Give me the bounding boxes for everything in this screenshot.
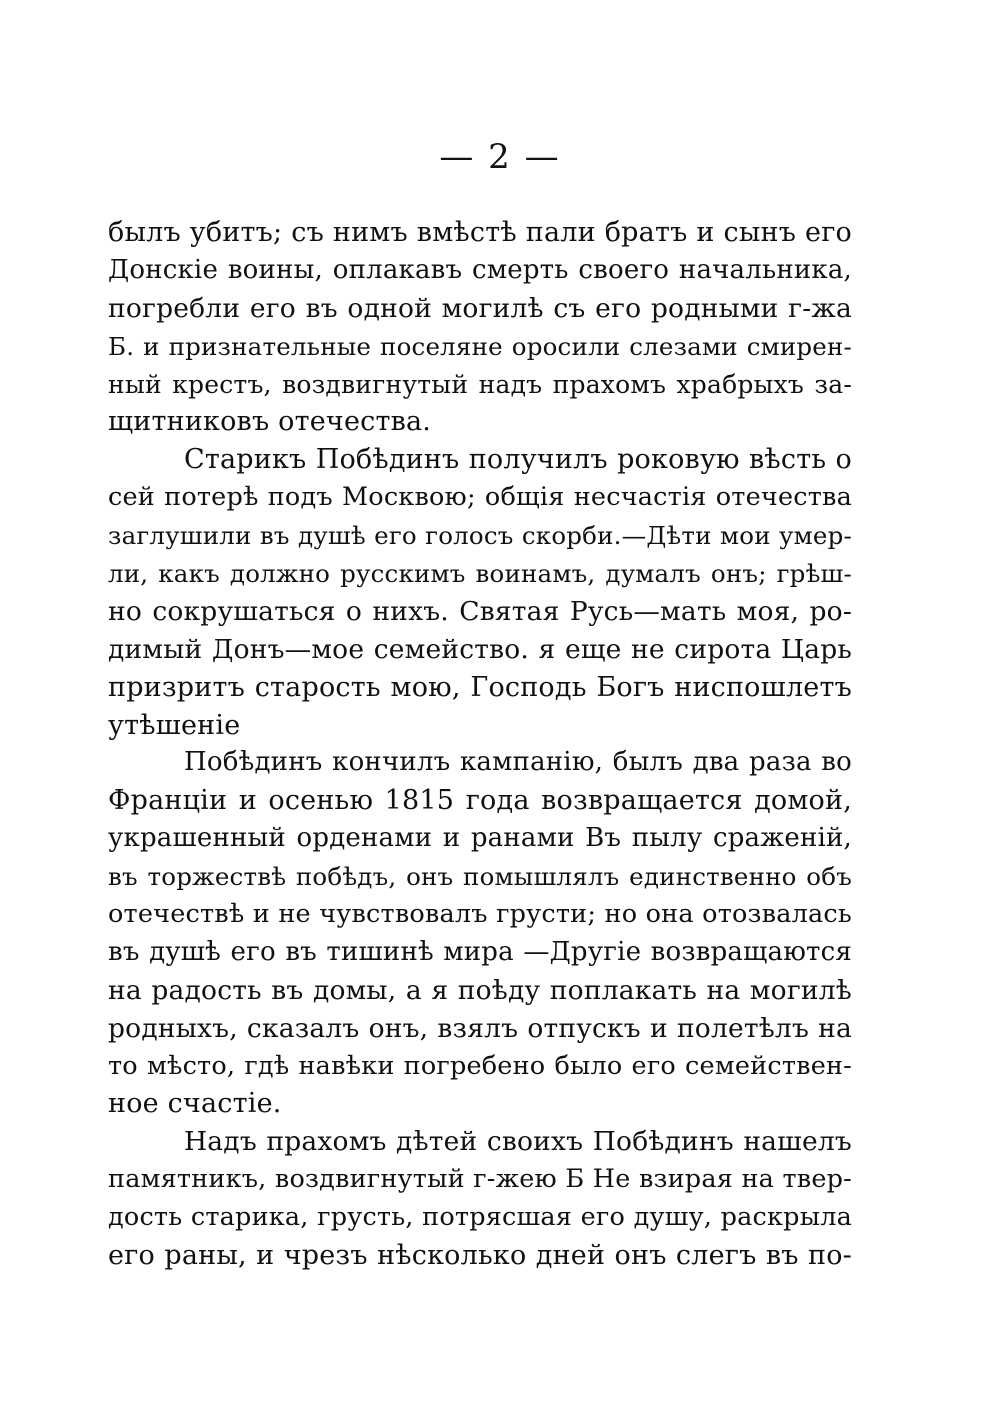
text-line: былъ убитъ; съ нимъ вмѣстѣ пали братъ и сынъ его xyxy=(108,217,852,248)
text-line: въ душѣ его въ тишинѣ мира —Другiе возвращаются xyxy=(108,936,852,967)
text-line: украшенный орденами и ранами Въ пылу сраженiй, xyxy=(108,823,852,854)
body-text xyxy=(108,214,852,1275)
text-line: Б. и признательные поселяне оросили слезами смирен- xyxy=(108,331,852,361)
text-line: то мѣсто, гдѣ навѣки погребено было его семействен- xyxy=(108,1050,852,1081)
text-line: отечествѣ и не чувствовалъ грусти; но она отозвалась xyxy=(108,899,852,930)
page-number: — 2 — xyxy=(439,137,561,177)
text-line: сей потерѣ подъ Москвою; общiя несчастiя отечества xyxy=(108,482,852,513)
text-line: призритъ старость мою, Господь Богъ ниспошлетъ xyxy=(108,671,852,703)
text-line: димый Донъ—мое семейство. я еще не сирота Царь xyxy=(108,633,852,665)
text-line: ный крестъ, воздвигнутый надъ прахомъ храбрыхъ за- xyxy=(108,369,852,399)
text-line: заглушили въ душѣ его голосъ скорби.—Дѣти мои умер- xyxy=(108,521,852,551)
text-line: Старикъ Побѣдинъ получилъ роковую вѣсть о xyxy=(184,444,852,476)
text-line: памятникъ, воздвигнутый г-жею Б Не взирая на твер- xyxy=(108,1164,852,1195)
text-line: дость старика, грусть, потрясшая его душу, раскрыла xyxy=(108,1202,852,1233)
text-line: щитниковъ отечества. xyxy=(108,406,432,438)
text-line: въ торжествѣ побѣдъ, онъ помышлялъ единственно объ xyxy=(108,862,852,892)
text-line: ли, какъ должно русскимъ воинамъ, думалъ онъ; грѣш- xyxy=(108,559,852,589)
text-line: на радость въ домы, а я поѣду поплакать на могилѣ xyxy=(108,974,852,1006)
text-line: родныхъ, сказалъ онъ, взялъ отпускъ и полетѣлъ на xyxy=(108,1012,852,1044)
text-line: утѣшенiе xyxy=(108,709,241,741)
text-line: погребли его въ одной могилѣ съ его родными г-жа xyxy=(108,292,852,324)
text-line: Донскiе воины, оплакавъ смерть своего начальника, xyxy=(108,254,852,285)
text-line: Францiи и осенью 1815 года возвращается домой, xyxy=(108,785,852,817)
text-line: ное счастiе. xyxy=(108,1088,282,1120)
text-line: Побѣдинъ кончилъ кампанiю, былъ два раза во xyxy=(184,747,852,778)
text-line: но сокрушаться о нихъ. Святая Русь—мать моя, ро- xyxy=(108,595,852,627)
text-line: его раны, и чрезъ нѣсколько дней онъ слегъ въ по- xyxy=(108,1240,852,1272)
text-line: Надъ прахомъ дѣтей своихъ Побѣдинъ нашелъ xyxy=(184,1126,852,1158)
